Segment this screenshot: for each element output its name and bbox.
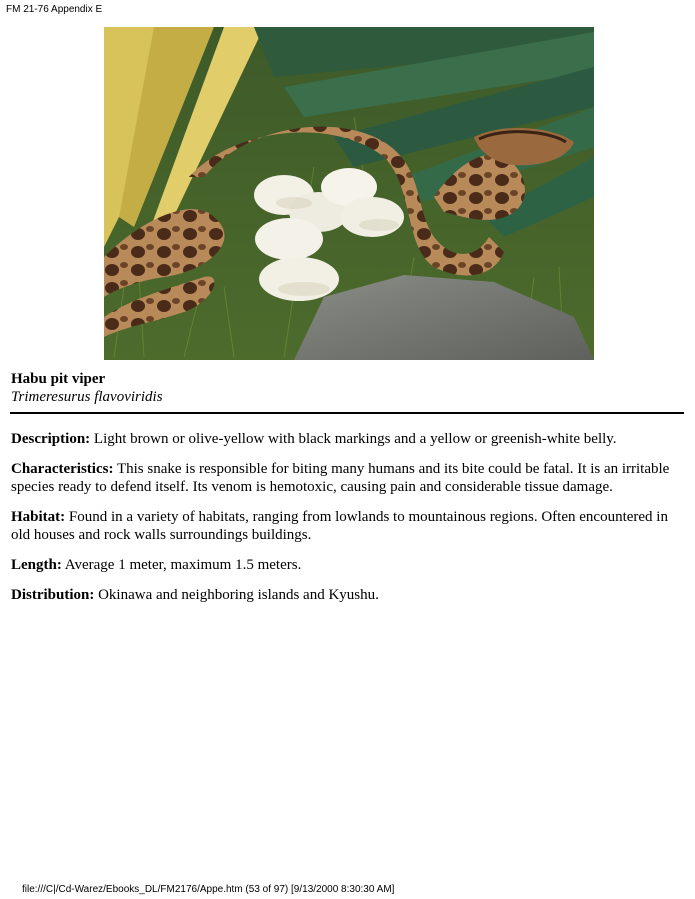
length-paragraph <box>11 556 683 574</box>
species-name-block <box>11 370 163 406</box>
characteristics-text: This snake is responsible for biting many humans and its bite could be fatal. It is an irritable species ready to defend itself. Its venom is hemotoxic, causing pain and considerable tissue damage. <box>11 461 670 495</box>
characteristics-paragraph <box>11 460 683 496</box>
distribution-paragraph <box>11 586 683 604</box>
description-label: Description: <box>11 431 91 447</box>
common-name: Habu pit viper <box>11 371 106 387</box>
species-details <box>11 430 683 616</box>
snake-photo <box>104 27 594 360</box>
length-label: Length: <box>11 557 62 573</box>
scientific-name: Trimeresurus flavoviridis <box>11 389 163 405</box>
habitat-label: Habitat: <box>11 509 66 525</box>
distribution-text: Okinawa and neighboring islands and Kyushu. <box>98 587 379 603</box>
section-divider <box>10 412 684 414</box>
habitat-text: Found in a variety of habitats, ranging from lowlands to mountainous regions. Often encountered in old houses and rock walls surroundings buildings. <box>11 509 668 543</box>
description-paragraph <box>11 430 683 448</box>
habitat-paragraph <box>11 508 683 544</box>
distribution-label: Distribution: <box>11 587 95 603</box>
running-header: FM 21-76 Appendix E <box>6 4 103 15</box>
description-text: Light brown or olive-yellow with black markings and a yellow or greenish-white belly. <box>93 431 617 447</box>
characteristics-label: Characteristics: <box>11 461 114 477</box>
length-text: Average 1 meter, maximum 1.5 meters. <box>64 557 302 573</box>
footer-file-path: file:///C|/Cd-Warez/Ebooks_DL/FM2176/Appe.htm (53 of 97) [9/13/2000 8:30:30 AM] <box>22 884 395 895</box>
